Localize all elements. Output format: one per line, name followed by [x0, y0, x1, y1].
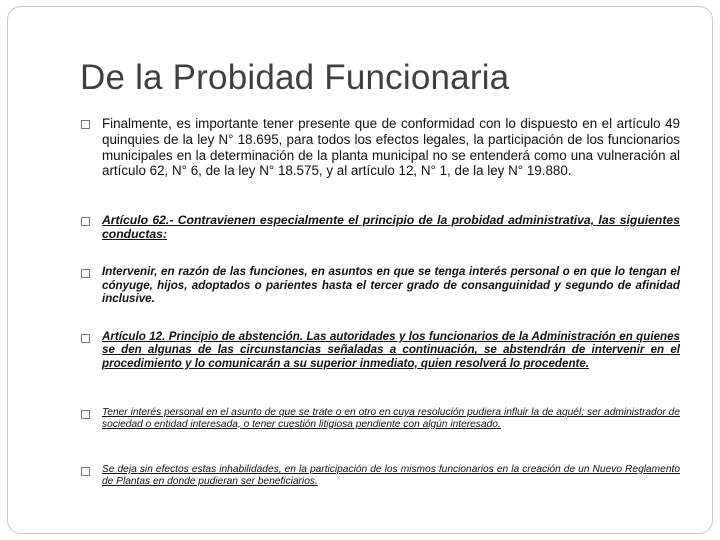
- bullet-item: [81, 116, 681, 179]
- bullet-text: Artículo 62.- Contravienen especialmente el principio de la probidad administrativa, las siguientes conductas:: [102, 213, 680, 241]
- bullet-item: [81, 265, 681, 306]
- checkbox-bullet-icon: [81, 410, 90, 419]
- bullet-text: Finalmente, es importante tener presente que de conformidad con lo dispuesto en el artículo 49 quinquies de la ley N° 18.695, para todos los efectos legales, la participación de los funcionarios municipales en la determinación de la planta municipal no se entenderá como una vulneración al artículo 62, N° 6, de la ley N° 18.575, y al artículo 12, N° 1, de la ley N° 19.880.: [102, 116, 680, 179]
- checkbox-bullet-icon: [81, 269, 90, 278]
- checkbox-bullet-icon: [81, 334, 90, 343]
- bullet-text: Tener interés personal en el asunto de que se trate o en otro en cuya resolución pudiera influir la de aquél; ser administrador de sociedad o entidad interesada, o tener cuestión litigiosa pendiente con algún interesado.: [102, 407, 680, 430]
- slide-title: De la Probidad Funcionaria: [80, 58, 510, 97]
- bullet-item: [81, 407, 681, 431]
- checkbox-bullet-icon: [81, 217, 90, 226]
- checkbox-bullet-icon: [81, 467, 90, 476]
- bullet-item: [81, 464, 681, 488]
- bullet-text: Intervenir, en razón de las funciones, en asuntos en que se tenga interés personal o en que lo tengan el cónyuge, hijos, adoptados o parientes hasta el tercer grado de consanguinidad y segundo de afinidad inclusive.: [102, 265, 680, 306]
- bullet-text: Artículo 12. Principio de abstención. Las autoridades y los funcionarios de la Administración en quienes se den algunas de las circunstancias señaladas a continuación, se abstendrán de intervenir en el procedimiento y lo comunicarán a su superior inmediato, quien resolverá lo procedente.: [102, 330, 680, 370]
- checkbox-bullet-icon: [81, 120, 90, 129]
- bullet-item: [81, 330, 681, 370]
- bullet-text: Se deja sin efectos estas inhabilidades, en la participación de los mismos funcionarios en la creación de un Nuevo Reglamento de Plantas en donde pudieran ser beneficiarios.: [102, 464, 680, 487]
- bullet-item: [81, 213, 681, 241]
